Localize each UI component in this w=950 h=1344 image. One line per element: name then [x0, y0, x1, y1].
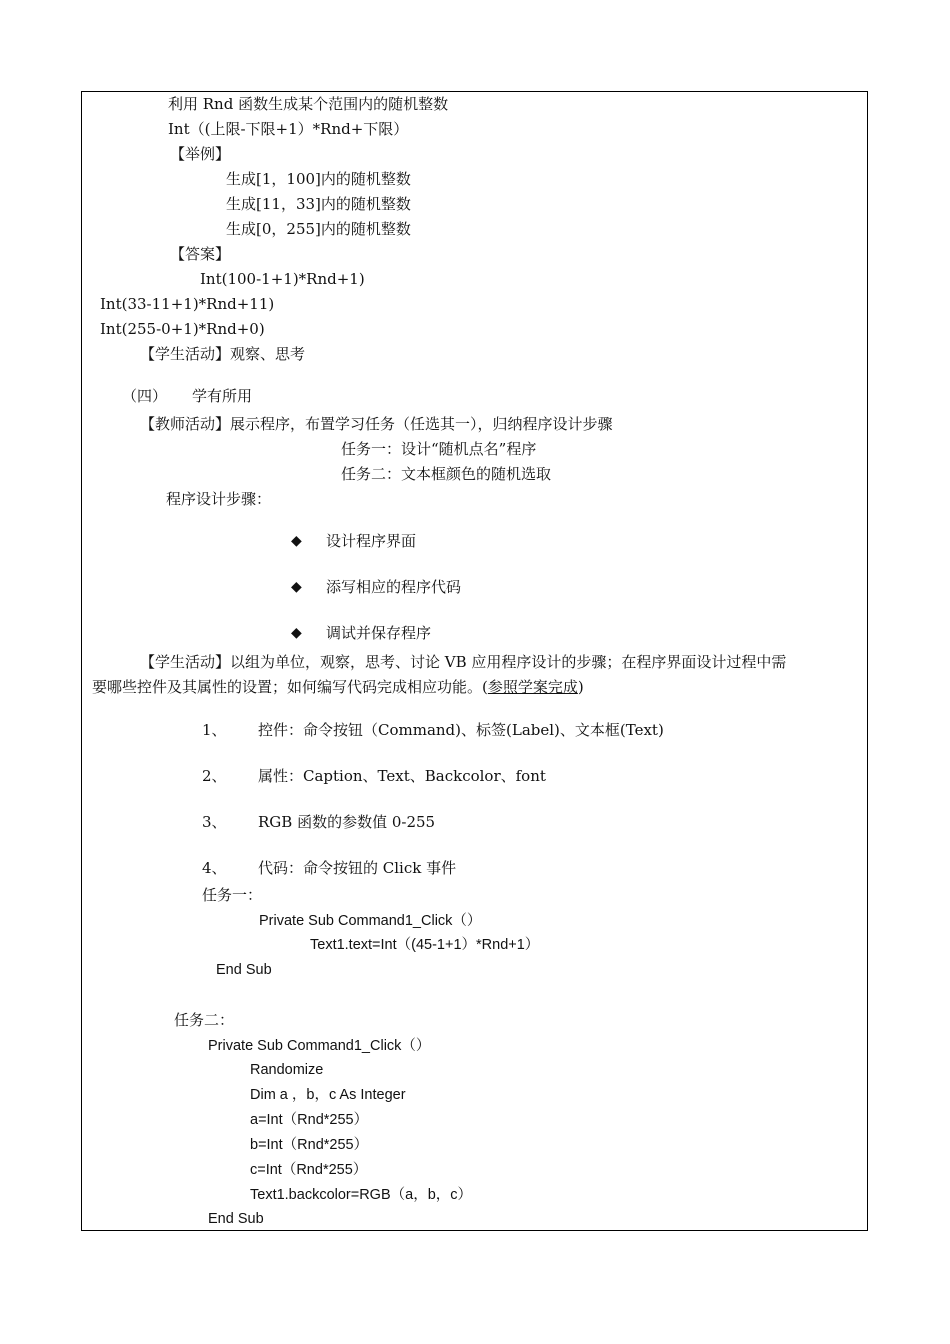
example-line: 生成[1，100]内的随机整数 — [226, 170, 411, 188]
step-item: 添写相应的程序代码 — [326, 578, 462, 596]
code-line: Private Sub Command1_Click（） — [208, 1038, 431, 1054]
section-number: （四） — [122, 387, 168, 405]
item-text: RGB 函数的参数值 0-255 — [258, 813, 436, 831]
item-text: 代码：命令按钮的 Click 事件 — [258, 859, 457, 877]
code-line: End Sub — [216, 962, 272, 978]
item-number: 2、 — [202, 767, 227, 785]
text-line: 利用 Rnd 函数生成某个范围内的随机整数 — [168, 95, 449, 113]
diamond-bullet-icon: ◆ — [291, 533, 302, 549]
code-line: End Sub — [208, 1211, 264, 1227]
section-title: 学有所用 — [192, 387, 253, 405]
reference-link[interactable]: 参照学案完成 — [487, 678, 578, 696]
step-item: 设计程序界面 — [326, 532, 417, 550]
answer-line: Int(255-0+1)*Rnd+0) — [100, 320, 265, 338]
item-number: 1、 — [202, 721, 227, 739]
section-heading: 【答案】 — [170, 245, 231, 263]
section-heading: 【举例】 — [170, 145, 231, 163]
code-line: Private Sub Command1_Click（） — [259, 913, 482, 929]
paragraph-text: ) — [577, 678, 584, 696]
example-line: 生成[0，255]内的随机整数 — [226, 220, 411, 238]
task-line: 任务二：文本框颜色的随机选取 — [341, 465, 552, 483]
item-text: 属性：Caption、Text、Backcolor、font — [258, 767, 546, 785]
code-line: Randomize — [250, 1062, 324, 1078]
step-item: 调试并保存程序 — [326, 624, 432, 642]
paragraph-text: 要哪些控件及其属性的设置；如何编写代码完成相应功能。( — [92, 678, 488, 696]
code-line: c=Int（Rnd*255） — [250, 1162, 368, 1178]
code-line: b=Int（Rnd*255） — [250, 1137, 369, 1153]
answer-line: Int(100-1+1)*Rnd+1) — [200, 270, 365, 288]
steps-heading: 程序设计步骤： — [166, 490, 272, 508]
item-number: 3、 — [202, 813, 227, 831]
code-line: a=Int（Rnd*255） — [250, 1112, 369, 1128]
item-number: 4、 — [202, 859, 227, 877]
task-label: 任务二： — [174, 1011, 235, 1029]
answer-line: Int(33-11+1)*Rnd+11) — [100, 295, 275, 313]
task-line: 任务一：设计“随机点名”程序 — [341, 440, 537, 458]
diamond-bullet-icon: ◆ — [291, 625, 302, 641]
code-line: Dim a ，b，c As Integer — [250, 1087, 406, 1103]
code-line: Text1.backcolor=RGB（a，b，c） — [250, 1187, 473, 1203]
student-activity: 【学生活动】观察、思考 — [140, 345, 306, 363]
paragraph-line: 【学生活动】以组为单位，观察，思考、讨论 VB 应用程序设计的步骤；在程序界面设计过程中需 — [140, 653, 787, 671]
code-line: Text1.text=Int（(45-1+1）*Rnd+1） — [310, 937, 540, 953]
item-text: 控件：命令按钮（Command)、标签(Label)、文本框(Text) — [258, 721, 664, 739]
task-label: 任务一： — [202, 886, 263, 904]
diamond-bullet-icon: ◆ — [291, 579, 302, 595]
teacher-activity: 【教师活动】展示程序，布置学习任务（任选其一），归纳程序设计步骤 — [140, 415, 613, 433]
paragraph-line — [92, 677, 584, 697]
text-line: Int（(上限-下限+1）*Rnd+下限） — [168, 120, 409, 138]
example-line: 生成[11，33]内的随机整数 — [226, 195, 411, 213]
